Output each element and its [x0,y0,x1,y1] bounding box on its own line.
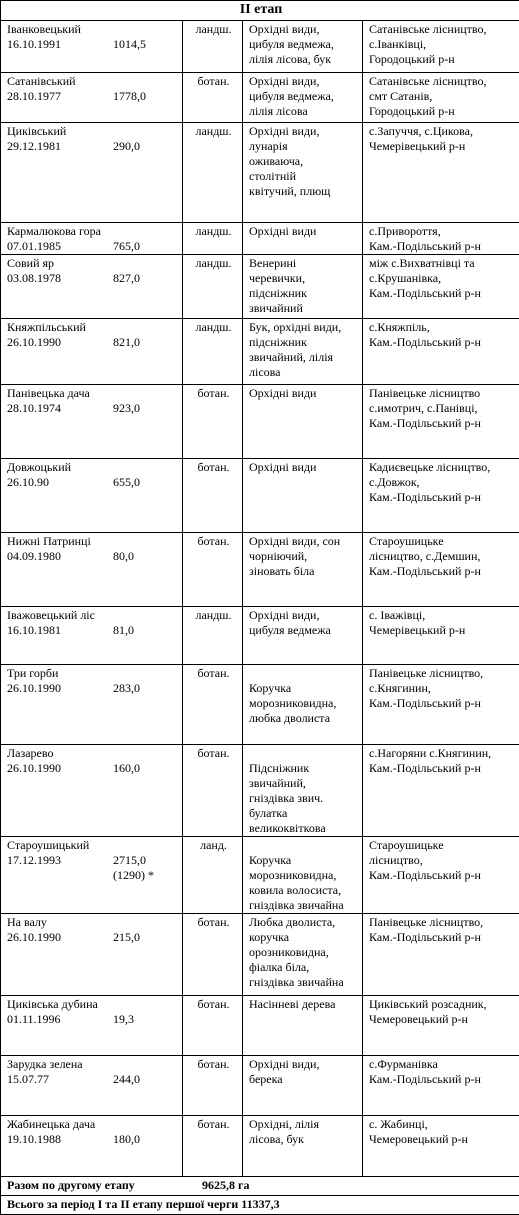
reserve-cell [1,1116,183,1177]
species-line: любка дволиста [249,711,358,726]
table-row [1,745,519,837]
location-line: с.Запуччя, с.Цикова, [369,124,515,139]
table-row [1,319,519,385]
creation-date: 17.12.1993 [7,853,113,868]
table-row [1,914,519,996]
location-line: Кадиєвецьке лісництво, [369,460,515,475]
location-line: Сатанівське лісництво, [369,22,515,37]
location-line: с.Княжпіль, [369,320,515,335]
creation-date: 28.10.1974 [7,401,113,416]
area-value: 2715,0 [113,853,146,868]
location-line: с.Фурманівка [369,1057,515,1072]
creation-date: 07.01.1985 [7,239,113,254]
location-line: Кам.-Подільський р-н [369,696,515,711]
summary-total-row [1,1196,519,1215]
location-cell [363,1056,519,1116]
location-line: Кам.-Подільський р-н [369,416,515,431]
creation-date: 26.10.90 [7,475,113,490]
date-area-line [7,549,178,564]
species-line: цибуля ведмежа [249,623,358,638]
reserve-name: Лазарево [7,746,178,761]
area-value: 215,0 [113,930,140,945]
location-line: смт Сатанів, [369,89,515,104]
species-line: лісова, бук [249,1132,358,1147]
species-line: морозниковидна, [249,696,358,711]
species-line: лілія лісова [249,104,358,119]
location-line: Чемеровецький р-н [369,1012,515,1027]
area-value: 827,0 [113,271,140,286]
table-row [1,996,519,1056]
location-cell [363,223,519,255]
table-row [1,607,519,665]
reserve-type: ботан. [183,73,243,123]
species-line: гніздівка звич. [249,791,358,806]
location-line: с.имотрич, с.Панівці, [369,401,515,416]
location-line: Кам.-Подільський р-н [369,1072,515,1087]
date-area-line [7,930,178,945]
creation-date: 01.11.1996 [7,1012,113,1027]
location-line: Кам.-Подільський р-н [369,286,515,301]
table-row [1,1056,519,1116]
date-area-line [7,1132,178,1147]
species-line: оживаюча, [249,154,358,169]
reserve-type: ландш. [183,255,243,319]
table-row [1,533,519,607]
reserve-cell [1,255,183,319]
species-line: звичайний, [249,776,358,791]
species-line: булатка [249,806,358,821]
location-line: Чемеровецький р-н [369,1132,515,1147]
reserve-name: Кармалюкова гора [7,224,178,239]
creation-date: 16.10.1981 [7,623,113,638]
location-line: Циківський розсадник, [369,997,515,1012]
species-line: звичайний [249,301,358,316]
reserve-name: Нижні Патринці [7,534,178,549]
species-line: коручка [249,930,358,945]
location-line: Панівецьке лісництво, [369,666,515,681]
species-line: Орхідні види [249,460,358,475]
creation-date: 04.09.1980 [7,549,113,564]
reserve-cell [1,665,183,745]
reserve-type: ланд. [183,837,243,914]
reserve-name: Зарудка зелена [7,1057,178,1072]
table-row [1,73,519,123]
species-cell [243,319,363,385]
date-area-line [7,623,178,638]
date-area-line [7,1012,178,1027]
reserve-cell [1,837,183,914]
reserve-name: Іванковецький [7,22,178,37]
species-line: берека [249,1072,358,1087]
species-cell [243,223,363,255]
reserve-name: Циківський [7,124,178,139]
species-line: Орхідні види, [249,74,358,89]
location-cell [363,1116,519,1177]
location-cell [363,607,519,665]
location-line: Кам.-Подільський р-н [369,930,515,945]
reserve-name: Сатанівський [7,74,178,89]
stage-header: II етап [1,1,519,21]
creation-date: 29.12.1981 [7,139,113,154]
reserve-cell [1,223,183,255]
species-line: Підсніжник [249,761,358,776]
date-area-line [7,89,178,104]
area-note: (1290) * [7,868,178,883]
location-line: Сатанівське лісництво, [369,74,515,89]
location-cell [363,21,519,73]
location-line: Панівецьке лісництво, [369,915,515,930]
location-line: с. Іважівці, [369,608,515,623]
reserve-cell [1,123,183,223]
species-cell [243,255,363,319]
location-line: с.Княгинин, [369,681,515,696]
reserve-cell [1,914,183,996]
creation-date: 16.10.1991 [7,37,113,52]
area-value: 160,0 [113,761,140,776]
species-cell [243,21,363,73]
species-line: зіновать біла [249,564,358,579]
species-line: Орхідні види [249,224,358,239]
location-cell [363,73,519,123]
species-line: Венерині [249,256,358,271]
location-line: Чемерівецький р-н [369,623,515,638]
location-line: Городоцький р-н [369,52,515,67]
date-area-line [7,475,178,490]
location-cell [363,459,519,533]
reserve-type: ботан. [183,1116,243,1177]
area-value: 290,0 [113,139,140,154]
species-line: Орхідні види, [249,22,358,37]
reserve-type: ландш. [183,223,243,255]
species-line: Орхідні, лілія [249,1117,358,1132]
location-line: лісництво, с.Демшин, [369,549,515,564]
species-line: Орхідні види, сон [249,534,358,549]
reserve-type: ботан. [183,385,243,459]
reserve-type: ботан. [183,996,243,1056]
location-line: між с.Вихватнівці та [369,256,515,271]
table-row [1,1116,519,1177]
reserve-cell [1,21,183,73]
area-value: 283,0 [113,681,140,696]
species-line: лісова [249,365,358,380]
species-line [249,838,358,853]
reserve-type: ботан. [183,459,243,533]
table-row [1,21,519,73]
area-value: 821,0 [113,335,140,350]
location-cell [363,665,519,745]
date-area-line [7,401,178,416]
reserve-name: Довжоцький [7,460,178,475]
reserve-type: ботан. [183,914,243,996]
location-line: лісництво, [369,853,515,868]
species-line: Коручка [249,853,358,868]
species-cell [243,837,363,914]
location-cell [363,255,519,319]
species-line: столітній [249,169,358,184]
species-cell [243,1056,363,1116]
area-value: 923,0 [113,401,140,416]
table-row [1,223,519,255]
date-area-line [7,37,178,52]
species-line: Любка дволиста, [249,915,358,930]
location-cell [363,319,519,385]
species-line: лунарія [249,139,358,154]
species-cell [243,607,363,665]
area-value: 1014,5 [113,37,146,52]
creation-date: 26.10.1990 [7,761,113,776]
area-value: 80,0 [113,549,134,564]
date-area-line [7,761,178,776]
reserve-name: Іважовецький ліс [7,608,178,623]
species-line: Бук, орхідні види, [249,320,358,335]
species-line: Орхідні види, [249,608,358,623]
summary-stage-value: 9625,8 га [202,1178,249,1192]
species-line: орозниковидна, [249,945,358,960]
species-line: звичайний, лілія [249,350,358,365]
table-row [1,123,519,223]
species-line: гніздівка звичайна [249,898,358,913]
location-line: с.Привороття, [369,224,515,239]
species-cell [243,665,363,745]
date-area-line [7,681,178,696]
location-line: Городоцький р-н [369,104,515,119]
reserve-name: Три горби [7,666,178,681]
table-row [1,837,519,914]
species-line: гніздівка звичайна [249,975,358,990]
area-value: 180,0 [113,1132,140,1147]
reserve-cell [1,996,183,1056]
summary-stage-label: Разом по другому етапу [7,1178,202,1193]
location-line: с.Нагоряни с.Княгинин, [369,746,515,761]
location-cell [363,123,519,223]
location-line: с.Довжок, [369,475,515,490]
creation-date: 28.10.1977 [7,89,113,104]
area-value: 655,0 [113,475,140,490]
species-line: Насінневі дерева [249,997,358,1012]
location-line: с.Крушанівка, [369,271,515,286]
creation-date: 15.07.77 [7,1072,113,1087]
reserve-type: ландш. [183,123,243,223]
table-row [1,665,519,745]
species-line: Орхідні види, [249,1057,358,1072]
location-line: с.Іванківці, [369,37,515,52]
location-line: Кам.-Подільський р-н [369,564,515,579]
reserve-type: ботан. [183,533,243,607]
reserve-cell [1,385,183,459]
date-area-line [7,1072,178,1087]
species-line: Коручка [249,681,358,696]
species-line: ковила волосиста, [249,883,358,898]
location-line: Панівецьке лісництво [369,386,515,401]
reserve-type: ландш. [183,319,243,385]
species-line: лілія лісова, бук [249,52,358,67]
creation-date: 26.10.1990 [7,930,113,945]
reserve-cell [1,533,183,607]
reserve-type: ландш. [183,607,243,665]
location-cell [363,533,519,607]
reserve-type: ботан. [183,1056,243,1116]
location-line: Староушицьке [369,534,515,549]
location-line: Староушицьке [369,838,515,853]
species-cell [243,73,363,123]
creation-date: 26.10.1990 [7,681,113,696]
species-line: чорніючий, [249,549,358,564]
creation-date: 03.08.1978 [7,271,113,286]
species-cell [243,459,363,533]
location-line: Кам.-Подільський р-н [369,239,515,254]
reserve-name: Циківська дубина [7,997,178,1012]
species-line: цибуля ведмежа, [249,89,358,104]
location-line: Кам.-Подільський р-н [369,868,515,883]
creation-date: 19.10.1988 [7,1132,113,1147]
creation-date: 26.10.1990 [7,335,113,350]
location-line: Кам.-Подільський р-н [369,761,515,776]
species-line: Орхідні види [249,386,358,401]
location-line: Чемерівецький р-н [369,139,515,154]
reserve-cell [1,607,183,665]
species-cell [243,996,363,1056]
location-line: Кам.-Подільський р-н [369,335,515,350]
species-cell [243,1116,363,1177]
reserve-cell [1,319,183,385]
reserve-cell [1,745,183,837]
species-cell [243,385,363,459]
species-line [249,666,358,681]
reserve-name: Панівецька дача [7,386,178,401]
reserve-cell [1,1056,183,1116]
location-cell [363,385,519,459]
location-cell [363,837,519,914]
species-cell [243,914,363,996]
species-line: квітучий, плющ [249,184,358,199]
date-area-line [7,335,178,350]
date-area-line [7,853,178,868]
reserve-type: ландш. [183,21,243,73]
location-cell [363,996,519,1056]
area-value: 81,0 [113,623,134,638]
location-line: с. Жабинці, [369,1117,515,1132]
reserve-type: ботан. [183,665,243,745]
area-value: 765,0 [113,239,140,254]
location-cell [363,745,519,837]
summary-stage-row [1,1177,519,1196]
table-row [1,459,519,533]
species-line: фіалка біла, [249,960,358,975]
species-line: великоквіткова [249,821,358,836]
species-cell [243,533,363,607]
location-cell [363,914,519,996]
area-value: 1778,0 [113,89,146,104]
reserve-name: Жабинецька дача [7,1117,178,1132]
summary-total-cell: Всього за період I та II етапу першої черги 11337,3 [1,1196,519,1215]
date-area-line [7,239,178,254]
reserve-name: Княжпільський [7,320,178,335]
summary-stage-cell [1,1177,519,1196]
species-line: Орхідні види, [249,124,358,139]
species-line: цибуля ведмежа, [249,37,358,52]
area-value: 19,3 [113,1012,134,1027]
header-row [1,1,519,21]
species-cell [243,745,363,837]
reserve-name: Староушицький [7,838,178,853]
species-line: підсніжник [249,335,358,350]
reserve-type: ботан. [183,745,243,837]
species-cell [243,123,363,223]
date-area-line [7,139,178,154]
species-line: черевички, [249,271,358,286]
location-line: Кам.-Подільський р-н [369,490,515,505]
reserve-cell [1,73,183,123]
area-value: 244,0 [113,1072,140,1087]
species-line [249,746,358,761]
species-line: морозниковидна, [249,868,358,883]
reserve-cell [1,459,183,533]
table-row [1,255,519,319]
reserve-name: Совий яр [7,256,178,271]
reserve-name: На валу [7,915,178,930]
table-row [1,385,519,459]
date-area-line [7,271,178,286]
species-line: підсніжник [249,286,358,301]
